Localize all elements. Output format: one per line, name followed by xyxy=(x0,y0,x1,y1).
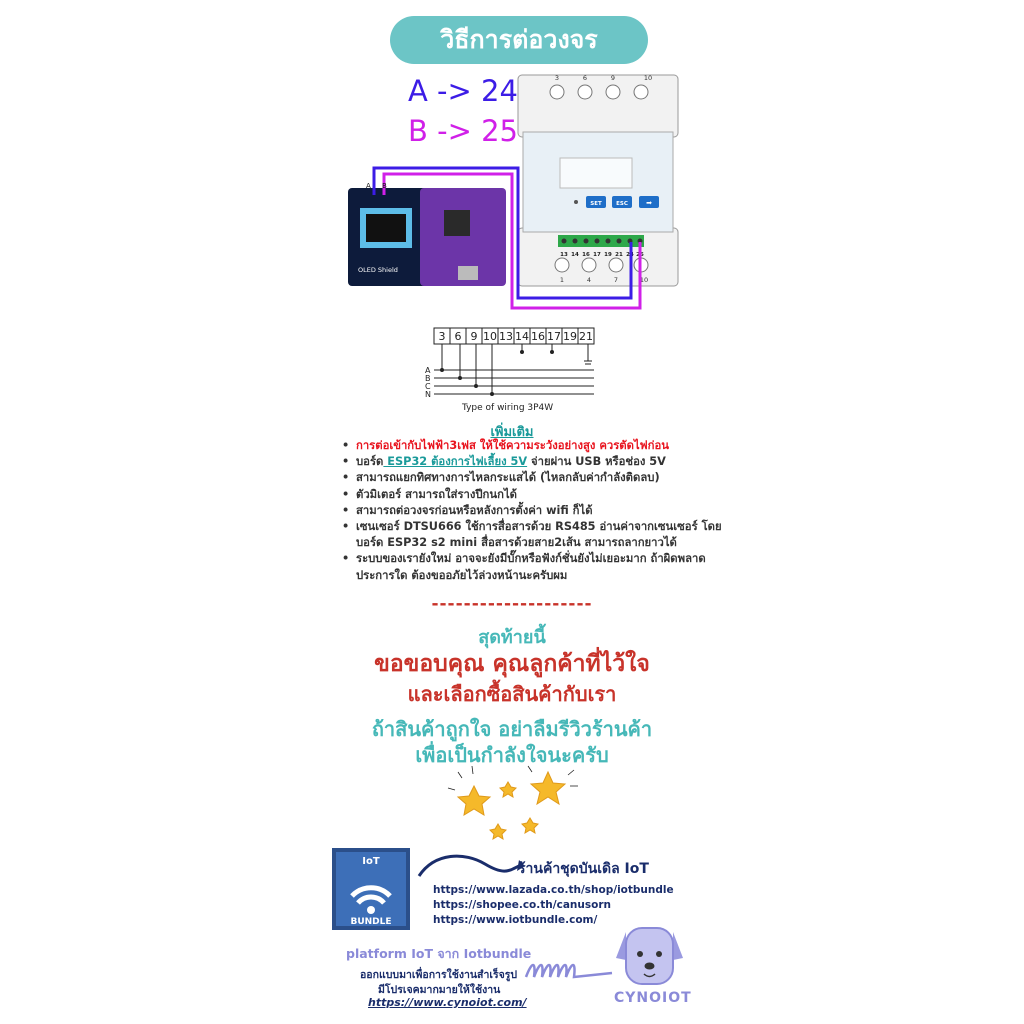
stars-decoration xyxy=(438,762,588,842)
mapping-b-to-25: B -> 25 xyxy=(408,114,518,148)
meter-terminal-7: 7 xyxy=(613,276,619,284)
esp32-boards xyxy=(348,188,506,286)
meter-terminal-13: 13 xyxy=(560,252,568,258)
meter-terminal-1: 1 xyxy=(559,276,565,284)
wiring-line-a: A xyxy=(425,366,431,375)
wiring-terminal-label: 14 xyxy=(515,330,529,343)
wiring-terminal-label: 19 xyxy=(563,330,577,343)
wiring-diagram-3p4w xyxy=(424,325,604,415)
dashed-divider: -------------------- xyxy=(431,594,593,614)
wiring-line-n: N xyxy=(425,390,431,399)
meter-terminal-21: 21 xyxy=(615,252,623,258)
wiring-terminal-label: 9 xyxy=(470,330,478,343)
notes-list xyxy=(342,438,722,584)
platform-title: platform IoT จาก Iotbundle xyxy=(346,946,532,961)
meter-terminal-19: 19 xyxy=(604,252,612,258)
squiggle-icon xyxy=(522,955,617,985)
closing-review-line1: ถ้าสินค้าถูกใจ อย่าลืมรีวิวร้านค้า xyxy=(371,717,653,741)
meter-terminal-10: 10 xyxy=(643,74,653,82)
wiring-terminal-label: 6 xyxy=(454,330,462,343)
logo-top-text: IoT xyxy=(362,856,380,867)
meter-terminal-24: 24 xyxy=(626,252,634,258)
platform-line1: ออกแบบมาเพื่อการใช้งานสำเร็จรูป xyxy=(360,969,518,981)
note-text: บอร์ด xyxy=(356,455,384,469)
meter-terminal-3: 3 xyxy=(554,74,560,82)
lazada-link[interactable]: https://www.lazada.co.th/shop/iotbundle xyxy=(433,884,674,896)
closing-thanks-line2: และเลือกซื้อสินค้ากับเรา xyxy=(407,682,617,706)
note-item: • สามารถต่อวงจรก่อนหรือหลังการตั้งค่า wifi ก็ได้ xyxy=(342,503,722,519)
page-title: วิธีการต่อวงจร xyxy=(390,16,648,64)
closing-thanks-line1: ขอขอบคุณ คุณลูกค้าที่ไว้ใจ xyxy=(374,651,650,677)
closing-review-line2: เพื่อเป็นกำลังใจนะครับ xyxy=(415,743,609,767)
meter-terminal-6: 6 xyxy=(582,74,588,82)
closing-finally: สุดท้ายนี้ xyxy=(478,627,546,648)
wiring-terminal-label: 13 xyxy=(499,330,513,343)
oled-label: OLED Shield xyxy=(358,266,398,274)
note-item: • ระบบของเรายังใหม่ อาจจะยังมีบั๊กหรือฟังก์ชั่นยังไม่เยอะมาก ถ้าผิดพลาดประการใด ต้องขออภัยไว้ล่วงหน้านะครับผม xyxy=(342,551,722,583)
wiring-caption: Type of wiring 3P4W xyxy=(462,403,554,413)
star-icon xyxy=(531,772,565,804)
meter-esc-button: ESC xyxy=(616,201,628,207)
platform-line2: มีโปรเจคมากมายให้ใช้งาน xyxy=(378,984,501,996)
note-item: • ตัวมิเตอร์ สามารถใส่รางปีกนกได้ xyxy=(342,487,722,503)
shop-name: ร้านค้าชุดบันเดิล IoT xyxy=(518,861,649,877)
wiring-terminal-label: 16 xyxy=(531,330,545,343)
meter-next-button: ➡ xyxy=(646,199,652,207)
shopee-link[interactable]: https://shopee.co.th/canusorn xyxy=(433,899,611,911)
meter-set-button: SET xyxy=(590,201,602,207)
meter-terminal-17: 17 xyxy=(593,252,601,258)
note-item: • สามารถแยกทิศทางการไหลกระแสได้ (ไหลกลับค่ากำลังติดลบ) xyxy=(342,470,722,486)
star-icon xyxy=(458,786,490,815)
wiring-terminal-label: 10 xyxy=(483,330,497,343)
note-item: • การต่อเข้ากับไฟฟ้า3เฟส ให้ใช้ความระวังอย่างสูง ควรตัดไฟก่อน xyxy=(342,438,722,454)
note-item xyxy=(342,454,722,470)
dog-mascot-icon xyxy=(612,922,687,990)
meter-terminal-14: 14 xyxy=(571,252,579,258)
wire-a-label: A xyxy=(366,182,371,190)
wiring-terminal-label: 3 xyxy=(438,330,446,343)
meter-terminal-10b: 10 xyxy=(639,276,649,284)
iotbundle-link[interactable]: https://www.iotbundle.com/ xyxy=(433,914,598,926)
meter-terminal-4: 4 xyxy=(586,276,592,284)
logo-bottom-text: BUNDLE xyxy=(350,917,392,927)
arrow-icon xyxy=(415,850,525,880)
cynoiot-link[interactable]: https://www.cynoiot.com/ xyxy=(368,996,527,1009)
wiring-line-b: B xyxy=(425,374,431,383)
iot-bundle-logo xyxy=(332,848,410,930)
energy-meter xyxy=(518,74,678,286)
more-info-title: เพิ่มเติม xyxy=(490,425,534,440)
note-text: จ่ายผ่าน USB หรือช่อง 5V xyxy=(527,455,666,469)
meter-terminal-9: 9 xyxy=(610,74,616,82)
wiring-terminal-label: 21 xyxy=(579,330,593,343)
note-highlight: ESP32 ต้องการไฟเลี้ยง 5V xyxy=(383,455,528,469)
meter-terminal-25: 25 xyxy=(636,252,644,258)
star-icon xyxy=(500,782,516,797)
wire-b-label: B xyxy=(382,182,387,190)
star-icon xyxy=(490,824,506,839)
wiring-line-c: C xyxy=(425,382,431,391)
circuit-illustration xyxy=(340,70,690,315)
wiring-terminal-label: 17 xyxy=(547,330,561,343)
star-icon xyxy=(522,818,538,833)
meter-terminal-16: 16 xyxy=(582,252,590,258)
mapping-a-to-24: A -> 24 xyxy=(408,74,518,108)
cynoiot-brand: CYNOIOT xyxy=(614,990,692,1006)
note-item: • เซนเซอร์ DTSU666 ใช้การสื่อสารด้วย RS485 อ่านค่าจากเซนเซอร์ โดยบอร์ด ESP32 s2 mini สื่อสารด้วยสาย2เส้น สามารถลากยาวได้ xyxy=(342,519,722,551)
